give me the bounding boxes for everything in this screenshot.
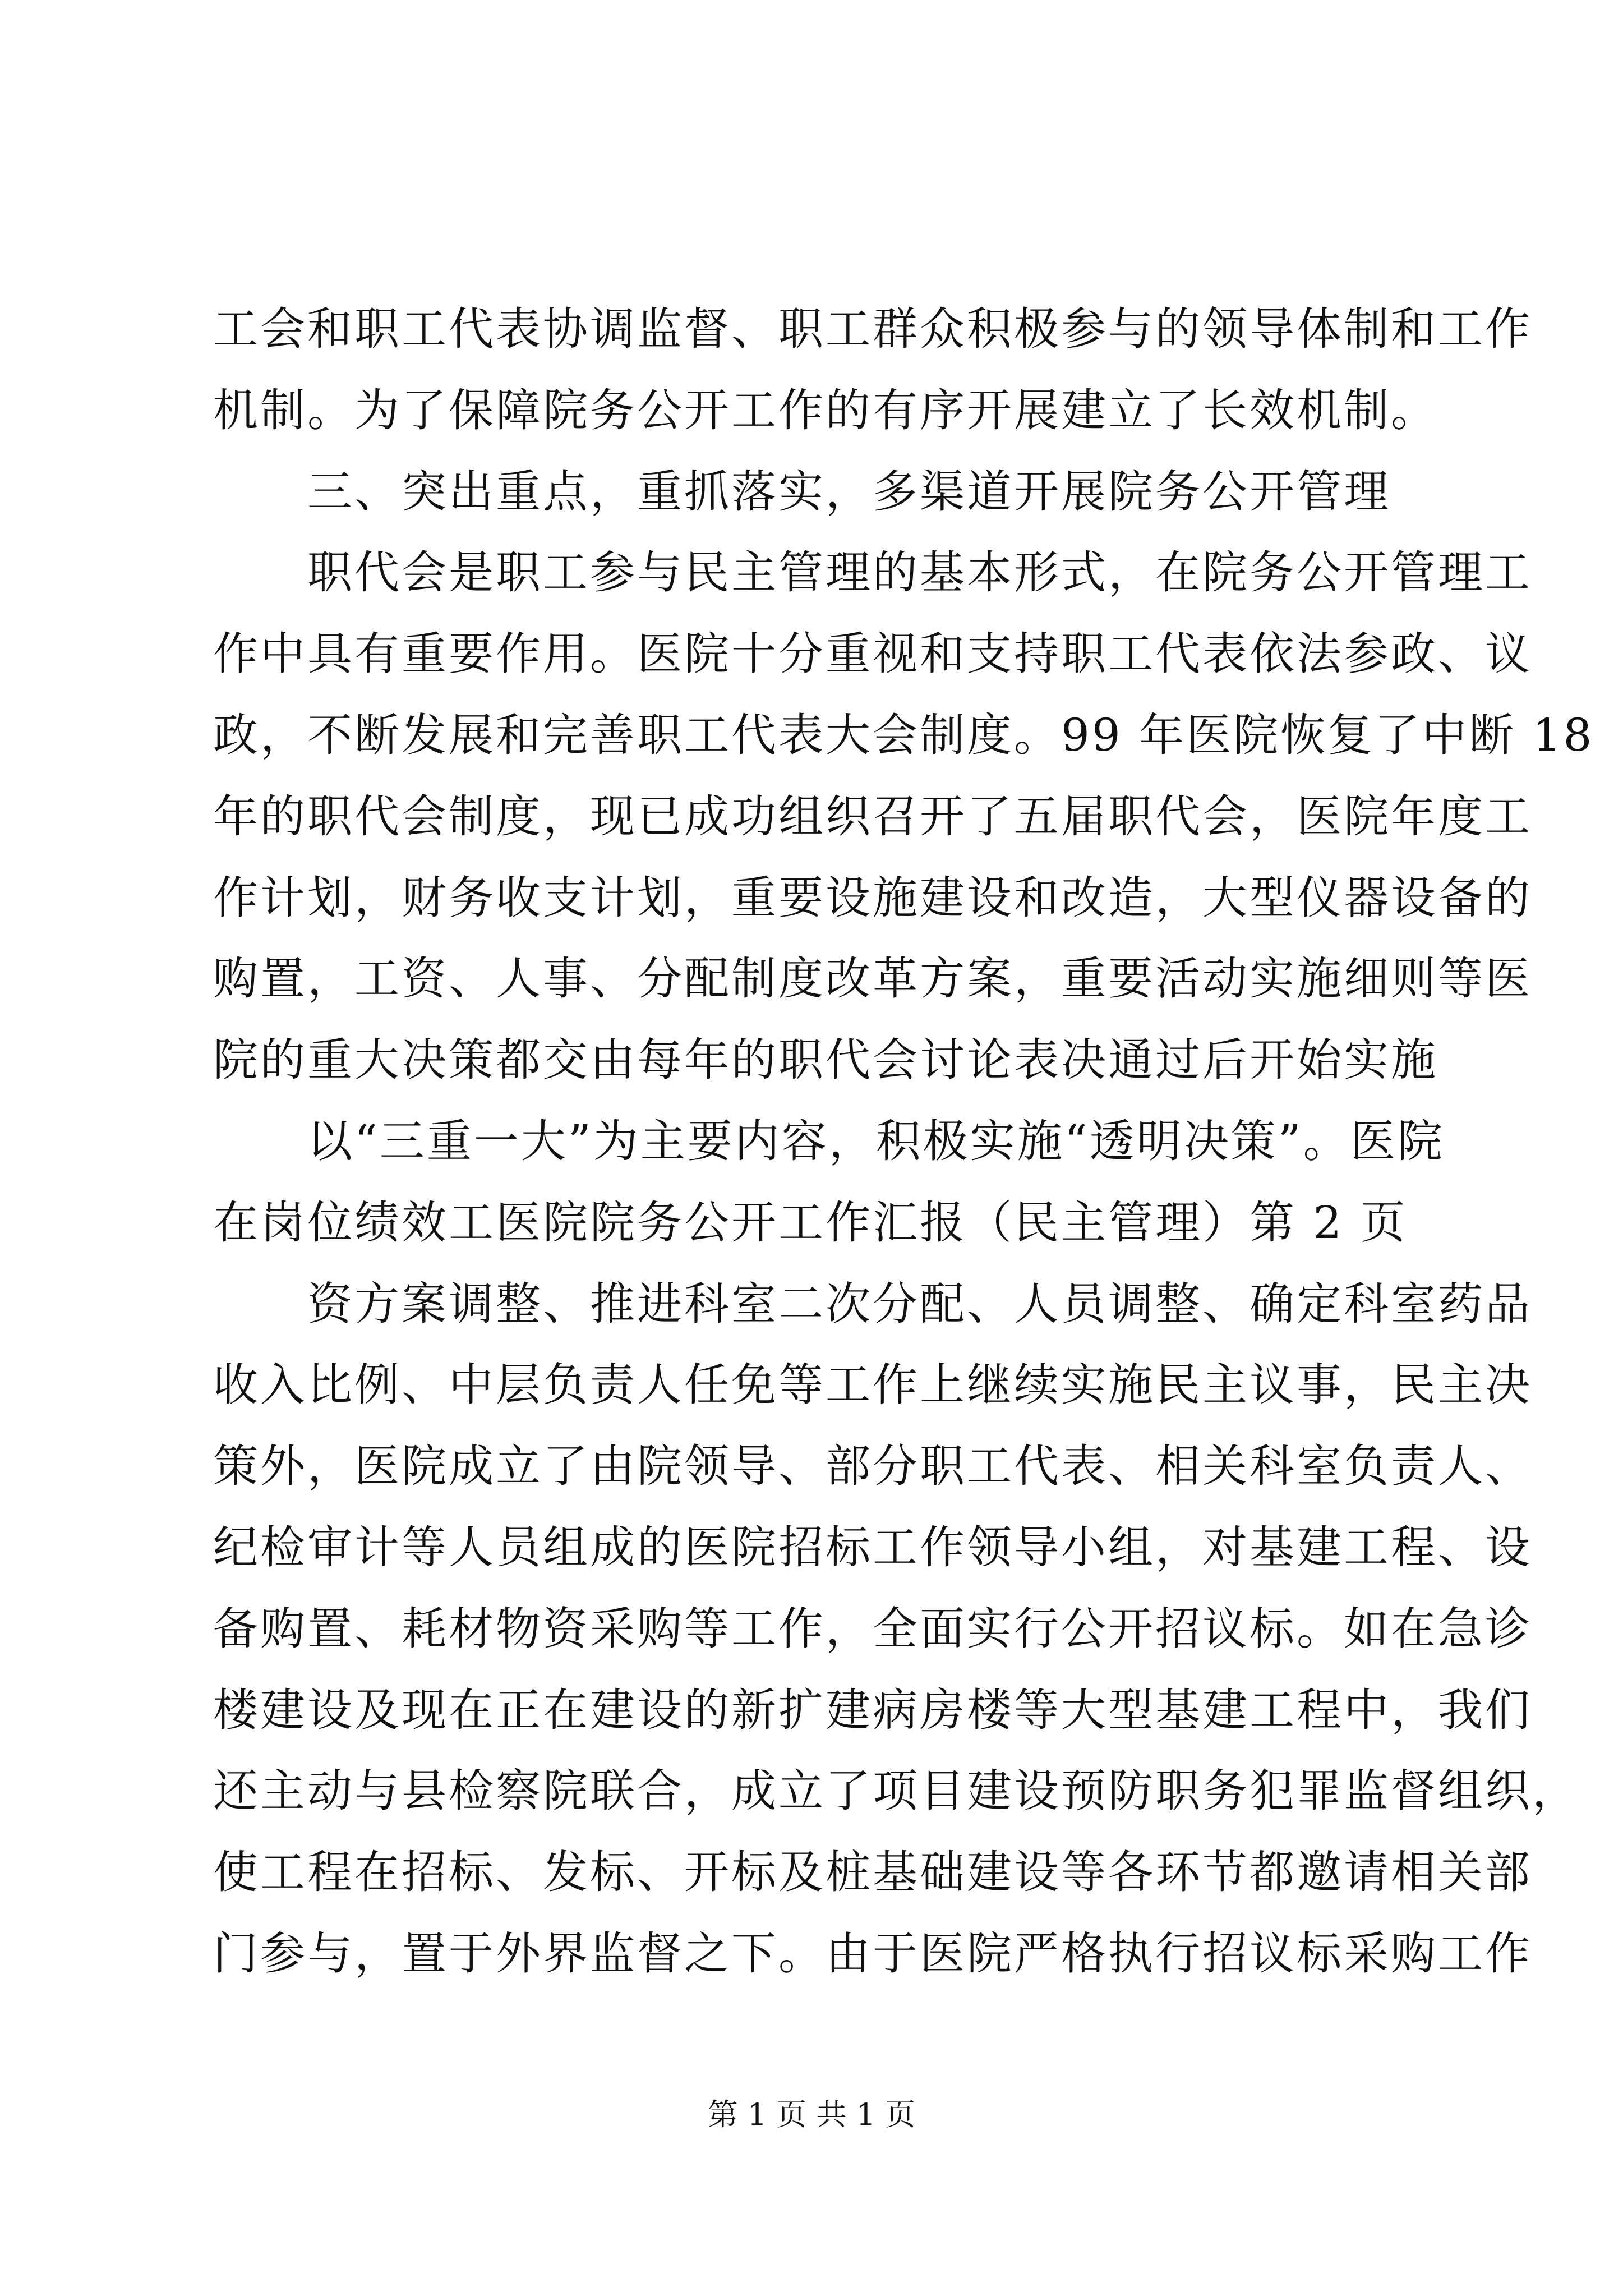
text-line: 还主动与县检察院联合，成立了项目建设预防职务犯罪监督组织， <box>213 1765 1579 1818</box>
page-footer: 第 1 页 共 1 页 <box>707 2097 916 2132</box>
text-line: 作中具有重要作用。医院十分重视和支持职工代表依法参政、议 <box>213 628 1532 680</box>
text-line: 购置，工资、人事、分配制度改革方案，重要活动实施细则等医 <box>213 953 1532 1005</box>
text-line: 资方案调整、推进科室二次分配、人员调整、确定科室药品 <box>307 1277 1532 1330</box>
document-body <box>213 289 1594 1995</box>
text-line: 三、突出重点，重抓落实，多渠道开展院务公开管理 <box>307 465 1391 518</box>
text-line: 收入比例、中层负责人任免等工作上继续实施民主议事，民主决 <box>213 1359 1532 1411</box>
text-line: 以“三重一大”为主要内容，积极实施“透明决策”。医院 <box>307 1115 1445 1167</box>
text-line: 作计划，财务收支计划，重要设施建设和改造，大型仪器设备的 <box>213 871 1532 924</box>
text-line: 机制。为了保障院务公开工作的有序开展建立了长效机制。 <box>213 384 1438 436</box>
text-line: 政，不断发展和完善职工代表大会制度。99 年医院恢复了中断 18 <box>213 708 1594 761</box>
text-line: 备购置、耗材物资采购等工作，全面实行公开招议标。如在急诊 <box>213 1602 1532 1655</box>
text-line: 职代会是职工参与民主管理的基本形式，在院务公开管理工 <box>307 546 1532 599</box>
text-line: 纪检审计等人员组成的医院招标工作领导小组，对基建工程、设 <box>213 1521 1532 1573</box>
text-line: 楼建设及现在正在建设的新扩建病房楼等大型基建工程中，我们 <box>213 1683 1532 1736</box>
text-line: 院的重大决策都交由每年的职代会讨论表决通过后开始实施 <box>213 1034 1438 1087</box>
text-line: 在岗位绩效工医院院务公开工作汇报（民主管理）第 2 页 <box>213 1196 1408 1249</box>
text-line: 工会和职工代表协调监督、职工群众积极参与的领导体制和工作 <box>213 303 1532 355</box>
text-line: 年的职代会制度，现已成功组织召开了五届职代会，医院年度工 <box>213 790 1532 843</box>
text-line: 使工程在招标、发标、开标及桩基础建设等各环节都邀请相关部 <box>213 1846 1532 1899</box>
text-line: 门参与，置于外界监督之下。由于医院严格执行招议标采购工作 <box>213 1927 1532 1980</box>
text-line: 策外，医院成立了由院领导、部分职工代表、相关科室负责人、 <box>213 1440 1532 1493</box>
